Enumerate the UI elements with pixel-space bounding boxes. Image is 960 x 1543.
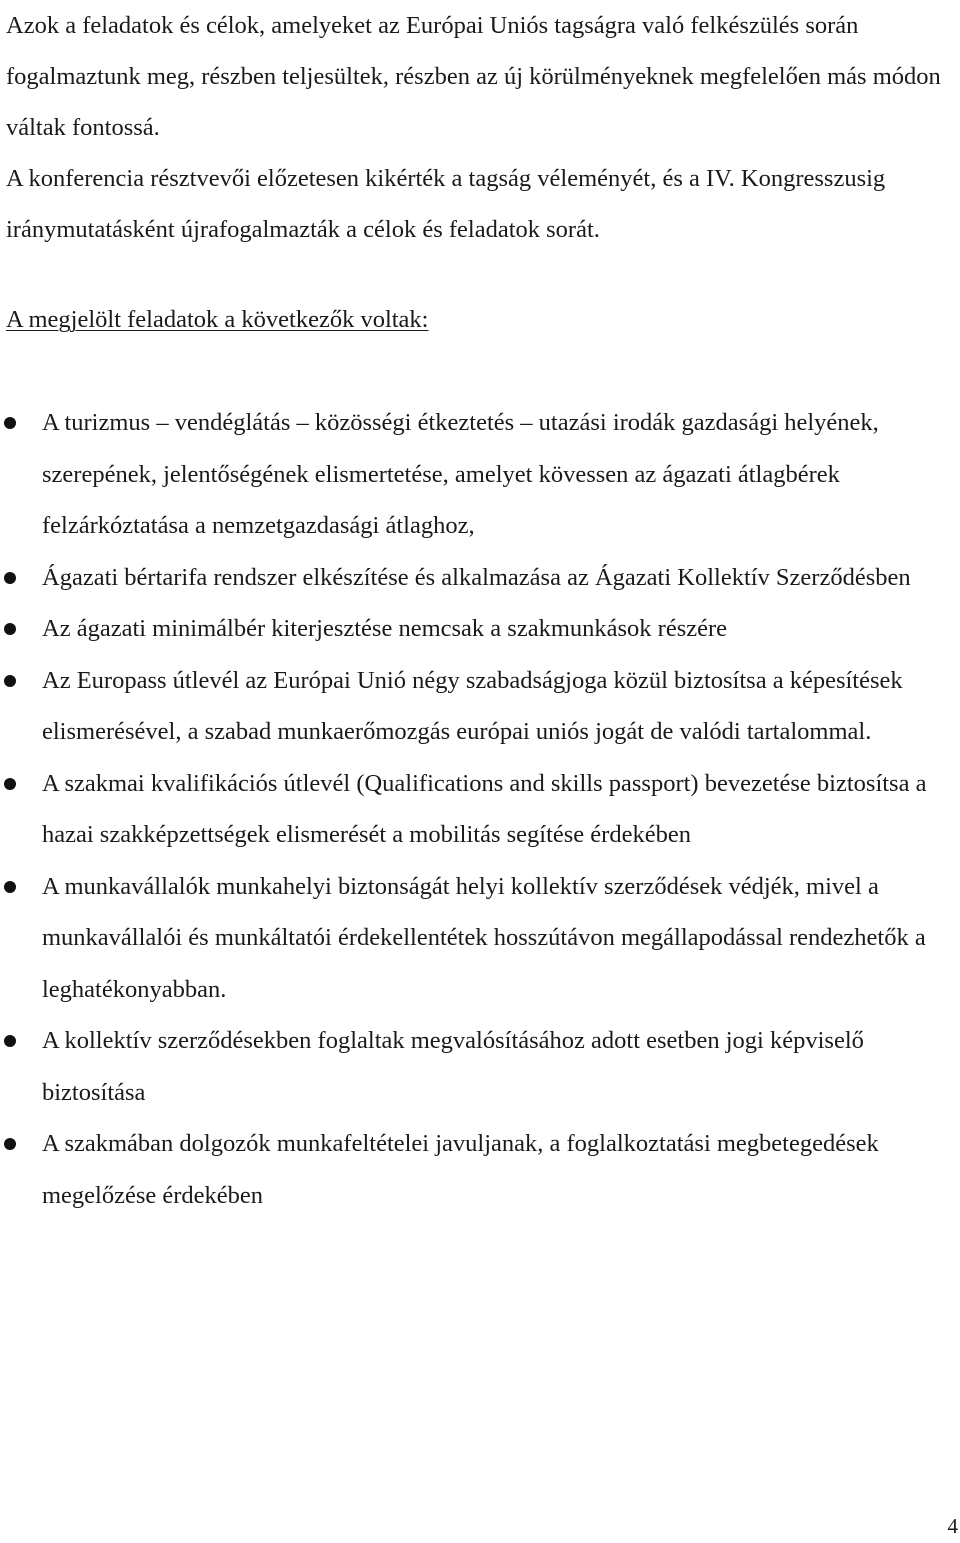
list-item-text: Az Europass útlevél az Európai Unió négy szabadságjoga közül biztosítsa a képesítések elismerésével, a szabad munkaerőmozgás európai uniós jogát de valódi tartalommal. (42, 666, 903, 745)
page-number: 4 (947, 1514, 958, 1538)
list-item-text: A szakmában dolgozók munkafeltételei javuljanak, a foglalkoztatási megbetegedések megelőzése érdekében (42, 1130, 879, 1209)
task-list (0, 397, 960, 1221)
bullet-icon (4, 1035, 16, 1047)
list-item (0, 552, 960, 604)
bullet-icon (4, 675, 16, 687)
list-item (0, 1118, 960, 1221)
list-item-text: A turizmus – vendéglátás – közösségi étkeztetés – utazási irodák gazdasági helyének, szerepének, jelentőségének elismertetése, amelyet kövessen az ágazati átlagbérek felzárkóztatása a nemzetgazdasági átlaghoz, (42, 409, 879, 539)
bullet-icon (4, 778, 16, 790)
bullet-icon (4, 881, 16, 893)
list-item (0, 861, 960, 1016)
list-item (0, 603, 960, 655)
list-item (0, 758, 960, 861)
list-item (0, 655, 960, 758)
bullet-icon (4, 417, 16, 429)
list-item-text: A munkavállalók munkahelyi biztonságát helyi kollektív szerződések védjék, mivel a munkavállalói és munkáltatói érdekellentétek hosszútávon megállapodással rendezhetők a leghatékonyabban. (42, 872, 926, 1003)
intro-paragraph: A konferencia résztvevői előzetesen kikérték a tagság véleményét, és a IV. Kongresszusig iránymutatásként újrafogalmazták a célok és feladatok sorát. (6, 165, 886, 243)
intro-paragraph: Azok a feladatok és célok, amelyeket az Európai Uniós tagságra való felkészülés során fogalmaztunk meg, részben teljesültek, részben az új körülményeknek megfelelően más módon váltak fontossá. (6, 12, 941, 141)
bullet-icon (4, 1138, 16, 1150)
bullet-icon (4, 572, 16, 584)
list-item-text: A szakmai kvalifikációs útlevél (Qualifications and skills passport) bevezetése biztosítsa a hazai szakképzettségek elismerését a mobilitás segítése érdekében (42, 769, 927, 848)
list-item-text: A kollektív szerződésekben foglaltak megvalósításához adott esetben jogi képviselő biztosítása (42, 1027, 864, 1106)
list-item (0, 397, 960, 552)
list-item (0, 1015, 960, 1118)
list-item-text: Ágazati bértarifa rendszer elkészítése és alkalmazása az Ágazati Kollektív Szerződésben (42, 563, 911, 591)
bullet-icon (4, 623, 16, 635)
intro-section (6, 0, 956, 255)
list-item-text: Az ágazati minimálbér kiterjesztése nemcsak a szakmunkások részére (42, 615, 728, 642)
section-heading: A megjelölt feladatok a következők voltak: (6, 306, 429, 333)
